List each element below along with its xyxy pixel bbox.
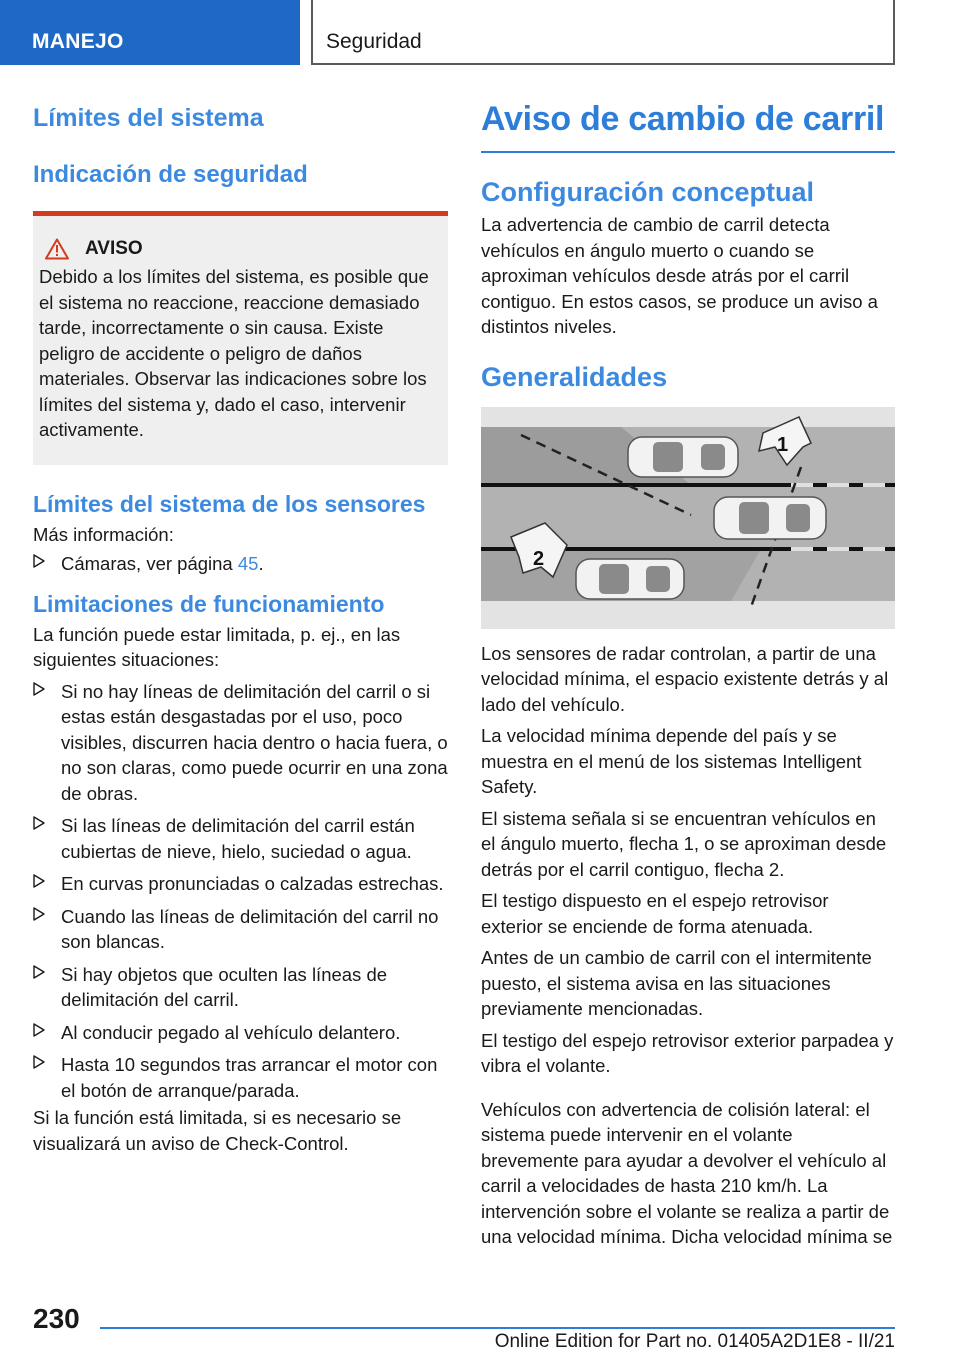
triangle-arrow-right-icon [33,965,45,979]
limitations-heading: Limitaciones de funcionamiento [33,590,385,617]
car-approaching [576,559,684,599]
triangle-arrow-right-icon [33,907,45,921]
safety-heading: Indicación de seguridad [33,161,308,188]
triangle-arrow-right-icon [33,1023,45,1037]
paragraph: La velocidad mínima depende del país y se muestra en el menú de los sistemas Intelligent Safety. [481,725,862,797]
arrow-1-label: 1 [777,433,789,456]
list-item: Si hay objetos que oculten las líneas de delimitación del carril. [33,962,448,1013]
lane-change-illustration [481,407,895,629]
limitations-intro: La función puede estar limitada, p. ej., en las siguientes situaciones: [33,623,401,670]
triangle-arrow-right-icon [33,1055,45,1069]
concept-text: La advertencia de cambio de carril detecta vehículos en ángulo muerto o cuando se aproximan vehículos desde atrás por el carril contiguo. En estos casos, se produce un aviso a distintos niveles. [481,214,878,337]
limitations-outro: Si la función está limitada, si es necesario se visualizará un aviso de Check-Control. [33,1107,402,1154]
warning-box [33,211,448,465]
list-item: Si las líneas de delimitación del carril están cubiertas de nieve, hielo, suciedad o agua. [33,813,448,864]
chapter-tab [311,0,895,65]
section-title: Límites del sistema [33,104,264,132]
road-diagram [481,407,895,629]
car-blind-spot [628,437,738,477]
warning-label: AVISO [85,238,143,259]
triangle-arrow-right-icon [33,816,45,830]
triangle-arrow-right-icon [33,874,45,888]
general-paragraphs [481,641,895,1250]
list-item: Cuando las líneas de delimitación del carril no son blancas. [33,904,448,955]
warning-triangle-icon [45,238,69,260]
section-tab [0,0,300,65]
paragraph: El testigo del espejo retrovisor exterior parpadea y vibra el volante. [481,1029,894,1076]
right-column [481,100,895,1250]
edition-text: Online Edition for Part no. 01405A2D1E8 - II/21 [494,1331,895,1352]
list-item: En curvas pronunciadas o calzadas estrechas. [33,871,448,897]
footer-divider [100,1327,895,1329]
chapter-label: Seguridad [326,30,422,53]
sensor-intro: Más información: [33,523,174,545]
limitations-list [33,679,448,1104]
concept-heading: Configuración conceptual [481,177,815,207]
car-own [714,497,826,539]
page-number: 230 [33,1303,80,1334]
sensor-list [33,551,448,577]
arrow-2-label: 2 [533,547,545,570]
paragraph: Antes de un cambio de carril con el intermitente puesto, el sistema avisa en las situaciones previamente mencionadas. [481,947,872,1019]
paragraph: El sistema señala si se encuentran vehículos en el ángulo muerto, flecha 1, o se aproximan desde detrás por el carril contiguo, flecha 2. [481,807,887,880]
sensor-limits-heading: Límites del sistema de los sensores [33,490,426,517]
triangle-arrow-right-icon [33,554,45,568]
warning-text: Debido a los límites del sistema, es posible que el sistema no reaccione, reaccione demasiado tarde, incorrectamente o sin causa. Existe peligro de accidente o peligro de daños materiales. Observar las indicaciones sobre los límites del sistema y, dado el caso, intervenir activamente. [39,266,429,440]
section-label: MANEJO [32,30,124,53]
list-item: Hasta 10 segundos tras arrancar el motor con el botón de arranque/parada. [33,1052,448,1103]
chapter-title: Aviso de cambio de carril [481,100,895,153]
list-item: Cámaras, ver página 45. [33,551,448,577]
paragraph: Vehículos con advertencia de colisión lateral: el sistema puede intervenir en el volante brevemente para ayudar a devolver el vehículo al carril a velocidades de hasta 210 km/h. La intervención sobre el volante se realiza a partir de una velocidad mínima. Dicha velocidad mínima se [481,1098,893,1247]
paragraph: El testigo dispuesto en el espejo retrovisor exterior se enciende de forma atenuada. [481,890,829,937]
paragraph: Los sensores de radar controlan, a partir de una velocidad mínima, el espacio existente detrás y al lado del vehículo. [481,642,889,715]
list-item: Si no hay líneas de delimitación del carril o si estas están desgastadas por el uso, poco visibles, discurren hacia dentro o hacia fuera, o no son claras, como puede ocurrir en una zona de obras. [33,679,448,807]
page-link[interactable]: 45 [237,553,259,574]
list-item: Al conducir pegado al vehículo delantero. [33,1020,448,1046]
triangle-arrow-right-icon [33,682,45,696]
left-column [33,100,448,1156]
general-heading: Generalidades [481,361,668,392]
